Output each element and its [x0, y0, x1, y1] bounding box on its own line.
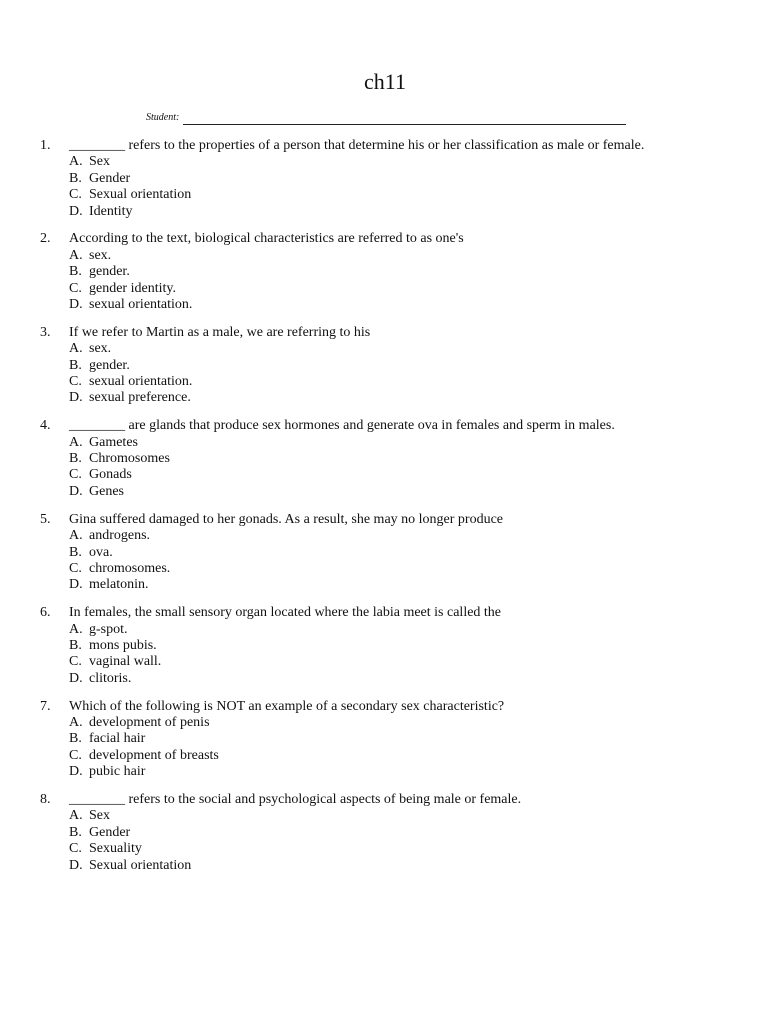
option-text: ova. [89, 544, 113, 560]
question-stem: ________ refers to the properties of a person that determine his or her classification as male or female. [69, 138, 645, 153]
answer-options [69, 528, 700, 594]
answer-option [69, 264, 700, 280]
answer-option [69, 451, 700, 467]
option-text: Gametes [89, 434, 138, 450]
question-item [40, 231, 700, 313]
option-letter: D. [69, 857, 83, 873]
option-letter: B. [69, 731, 82, 747]
question-body [69, 792, 700, 874]
question-body [69, 512, 700, 594]
option-text: gender. [89, 264, 130, 280]
answer-option [69, 764, 700, 780]
question-number: 4. [40, 418, 51, 434]
option-letter: B. [69, 637, 82, 653]
option-text: Sexual orientation [89, 187, 192, 203]
answer-option [69, 528, 700, 544]
question-number: 8. [40, 791, 51, 807]
answer-option [69, 358, 700, 374]
option-letter: C. [69, 747, 82, 763]
question-number: 3. [40, 324, 51, 340]
answer-options [69, 622, 700, 688]
question-list [40, 138, 700, 885]
option-text: gender. [89, 357, 130, 373]
option-text: clitoris. [89, 670, 132, 686]
question-stem: ________ refers to the social and psychological aspects of being male or female. [69, 791, 522, 807]
question-item [40, 792, 700, 874]
option-text: Sex [89, 154, 110, 170]
question-body [69, 138, 700, 220]
page-title: ch11 [364, 69, 406, 94]
answer-option [69, 341, 700, 357]
option-text: Identity [89, 203, 133, 219]
answer-option [69, 187, 700, 203]
question-item [40, 512, 700, 594]
answer-option [69, 638, 700, 654]
option-text: sex. [89, 247, 112, 263]
answer-options [69, 715, 700, 781]
option-letter: B. [69, 451, 82, 467]
answer-option [69, 435, 700, 451]
option-letter: B. [69, 170, 82, 186]
answer-option [69, 467, 700, 483]
question-stem: Gina suffered damaged to her gonads. As a result, she may no longer produce [69, 511, 504, 527]
question-stem: If we refer to Martin as a male, we are referring to his [69, 324, 371, 340]
question-item [40, 418, 700, 500]
option-text: Gender [89, 170, 131, 186]
answer-option [69, 858, 700, 874]
answer-options [69, 154, 700, 220]
option-letter: D. [69, 203, 83, 219]
question-number: 1. [40, 138, 51, 153]
option-text: Sexuality [89, 841, 142, 857]
option-letter: D. [69, 764, 83, 780]
option-text: Sex [89, 808, 110, 824]
option-text: sexual orientation. [89, 374, 193, 390]
option-text: sexual preference. [89, 390, 191, 406]
student-label: Student: [146, 112, 180, 123]
answer-options [69, 435, 700, 501]
question-item [40, 699, 700, 781]
option-letter: C. [69, 280, 82, 296]
answer-option [69, 671, 700, 687]
option-letter: C. [69, 654, 82, 670]
option-letter: D. [69, 390, 83, 406]
option-letter: D. [69, 670, 83, 686]
option-letter: A. [69, 154, 83, 170]
option-text: Gonads [89, 467, 132, 483]
answer-option [69, 545, 700, 561]
answer-option [69, 808, 700, 824]
option-text: Gender [89, 824, 131, 840]
answer-option [69, 484, 700, 500]
answer-option [69, 622, 700, 638]
option-letter: A. [69, 714, 83, 730]
option-letter: A. [69, 528, 83, 544]
answer-option [69, 281, 700, 297]
option-text: g-spot. [89, 621, 128, 637]
option-letter: D. [69, 483, 83, 499]
question-item [40, 325, 700, 407]
answer-option [69, 390, 700, 406]
option-letter: D. [69, 297, 83, 313]
option-letter: A. [69, 621, 83, 637]
option-letter: C. [69, 560, 82, 576]
question-stem: In females, the small sensory organ located where the labia meet is called the [69, 605, 502, 621]
option-text: Sexual orientation [89, 857, 192, 873]
option-text: sex. [89, 341, 112, 357]
answer-option [69, 154, 700, 170]
answer-option [69, 825, 700, 841]
answer-option [69, 171, 700, 187]
option-letter: C. [69, 374, 82, 390]
student-name-line [183, 115, 626, 125]
question-stem: ________ are glands that produce sex hormones and generate ova in females and sperm in males. [69, 418, 615, 434]
question-body [69, 325, 700, 407]
answer-option [69, 561, 700, 577]
option-letter: C. [69, 187, 82, 203]
question-number: 2. [40, 231, 51, 247]
answer-option [69, 204, 700, 220]
answer-option [69, 841, 700, 857]
answer-options [69, 808, 700, 874]
question-body [69, 231, 700, 313]
option-letter: A. [69, 434, 83, 450]
answer-option [69, 374, 700, 390]
answer-option [69, 715, 700, 731]
option-letter: A. [69, 808, 83, 824]
option-text: sexual orientation. [89, 297, 193, 313]
answer-option [69, 731, 700, 747]
question-stem: Which of the following is NOT an example of a secondary sex characteristic? [69, 698, 505, 714]
question-number: 7. [40, 698, 51, 714]
option-text: vaginal wall. [89, 654, 162, 670]
option-text: androgens. [89, 528, 151, 544]
option-letter: C. [69, 467, 82, 483]
option-letter: C. [69, 841, 82, 857]
question-body [69, 605, 700, 687]
option-text: facial hair [89, 731, 146, 747]
question-stem: According to the text, biological characteristics are referred to as one's [69, 231, 464, 247]
option-text: pubic hair [89, 764, 146, 780]
question-number: 5. [40, 511, 51, 527]
question-body [69, 418, 700, 500]
option-text: gender identity. [89, 280, 176, 296]
option-text: chromosomes. [89, 560, 171, 576]
option-letter: B. [69, 824, 82, 840]
student-name-row [146, 111, 626, 125]
question-item [40, 138, 700, 220]
option-letter: B. [69, 544, 82, 560]
option-letter: B. [69, 357, 82, 373]
answer-options [69, 248, 700, 314]
answer-options [69, 341, 700, 407]
option-text: mons pubis. [89, 637, 157, 653]
question-item [40, 605, 700, 687]
option-text: development of breasts [89, 747, 219, 763]
option-letter: D. [69, 577, 83, 593]
option-letter: A. [69, 247, 83, 263]
option-letter: A. [69, 341, 83, 357]
answer-option [69, 577, 700, 593]
answer-option [69, 297, 700, 313]
question-number: 6. [40, 605, 51, 621]
option-text: development of penis [89, 714, 210, 730]
option-text: Genes [89, 483, 124, 499]
answer-option [69, 748, 700, 764]
option-text: melatonin. [89, 577, 149, 593]
option-letter: B. [69, 264, 82, 280]
answer-option [69, 248, 700, 264]
question-body [69, 699, 700, 781]
answer-option [69, 654, 700, 670]
option-text: Chromosomes [89, 451, 170, 467]
